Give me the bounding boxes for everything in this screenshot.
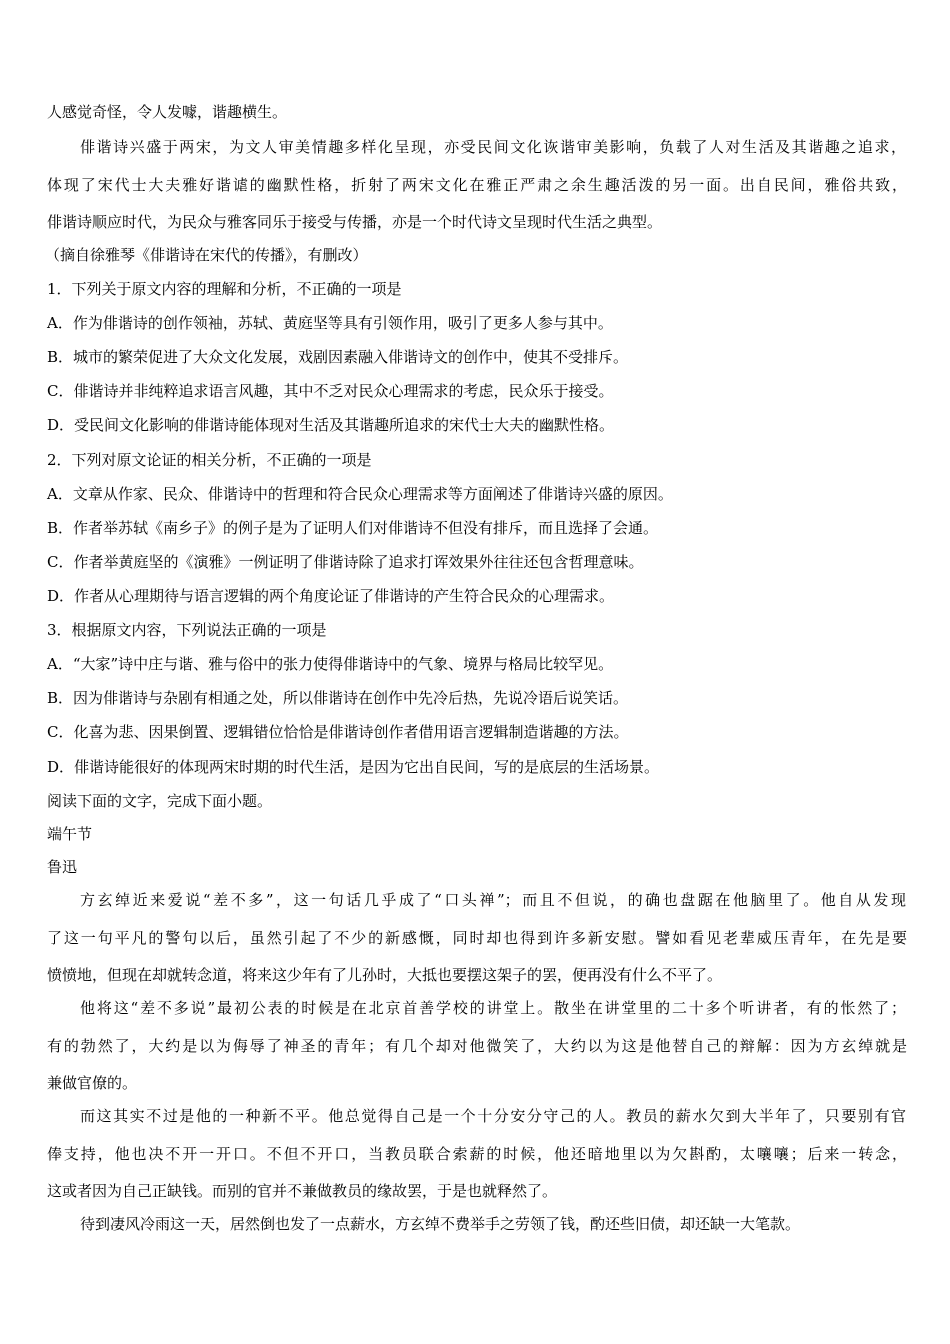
answer-option: D．作者从心理期待与语言逻辑的两个角度论证了俳谐诗的产生符合民众的心理需求。 — [47, 587, 615, 605]
answer-option: B．城市的繁荣促进了大众文化发展，戏剧因素融入俳谐诗文的创作中，使其不受排斥。 — [47, 348, 629, 366]
question-stem: 2．下列对原文论证的相关分析，不正确的一项是 — [47, 451, 372, 469]
answer-option: C．化喜为悲、因果倒置、逻辑错位恰恰是俳谐诗创作者借用语言逻辑制造谐趣的方法。 — [47, 723, 629, 741]
answer-option: D．受民间文化影响的俳谐诗能体现对生活及其谐趣所追求的宋代士大夫的幽默性格。 — [47, 416, 615, 434]
story-text-line: 这或者因为自己正缺钱。而别的官并不兼做教员的缘故罢，于是也就释然了。 — [47, 1182, 558, 1200]
question-stem: 3．根据原文内容，下列说法正确的一项是 — [47, 621, 327, 639]
passage-text-line: 人感觉奇怪，令人发噱，谐趣横生。 — [47, 103, 288, 121]
passage-text-line: 俳谐诗兴盛于两宋，为文人审美情趣多样化呈现，亦受民间文化诙谐审美影响，负载了人对生活及其谐趣之追求， — [80, 138, 906, 156]
story-text-line: 俸支持，他也决不开一开口。不但不开口，当教员联合索薪的时候，他还暗地里以为欠斟酌，太嚷嚷；后来一转念， — [47, 1145, 907, 1163]
story-text-line: 待到凄风冷雨这一天，居然倒也发了一点薪水，方玄绰不费举手之劳领了钱，酌还些旧债，却还缺一大笔款。 — [80, 1215, 801, 1233]
answer-option: C．作者举黄庭坚的《演雅》一例证明了俳谐诗除了追求打诨效果外往往还包含哲理意味。 — [47, 553, 644, 571]
answer-option: C．俳谐诗并非纯粹追求语言风趣，其中不乏对民众心理需求的考虑，民众乐于接受。 — [47, 382, 614, 400]
story-title: 端午节 — [47, 825, 93, 843]
answer-option: A．“大家”诗中庄与谐、雅与俗中的张力使得俳谐诗中的气象、境界与格局比较罕见。 — [47, 655, 614, 673]
story-text-line: 方玄绰近来爱说“差不多”，这一句话几乎成了“口头禅”；而且不但说，的确也盘踞在他脑里了。他自从发现 — [80, 891, 906, 909]
answer-option: B．作者举苏轼《南乡子》的例子是为了证明人们对俳谐诗不但没有排斥，而且选择了会通。 — [47, 519, 659, 537]
story-text-line: 兼做官僚的。 — [47, 1074, 138, 1092]
story-text-line: 了这一句平凡的警句以后，虽然引起了不少的新感慨，同时却也得到许多新安慰。譬如看见老辈威压青年，在先是要 — [47, 929, 907, 947]
answer-option: A．文章从作家、民众、俳谐诗中的哲理和符合民众心理需求等方面阐述了俳谐诗兴盛的原因。 — [47, 485, 673, 503]
answer-option: A．作为俳谐诗的创作领袖，苏轼、黄庭坚等具有引领作用，吸引了更多人参与其中。 — [47, 314, 613, 332]
answer-option: B．因为俳谐诗与杂剧有相通之处，所以俳谐诗在创作中先冷后热，先说冷语后说笑话。 — [47, 689, 629, 707]
story-text-line: 有的勃然了，大约是以为侮辱了神圣的青年；有几个却对他微笑了，大约以为这是他替自己的辩解：因为方玄绰就是 — [47, 1037, 907, 1055]
story-text-line: 愤愤地，但现在却就转念道，将来这少年有了儿孙时，大抵也要摆这架子的罢，便再没有什么不平了。 — [47, 966, 723, 984]
source-citation: （摘自徐雅琴《俳谐诗在宋代的传播》，有删改） — [45, 246, 368, 264]
answer-option: D．俳谐诗能很好的体现两宋时期的时代生活，是因为它出自民间，写的是底层的生活场景。 — [47, 758, 660, 776]
story-author: 鲁迅 — [47, 858, 78, 876]
reading-instruction: 阅读下面的文字，完成下面小题。 — [47, 792, 273, 810]
passage-text-line: 俳谐诗顺应时代，为民众与雅客同乐于接受与传播，亦是一个时代诗文呈现时代生活之典型。 — [47, 213, 663, 231]
story-text-line: 而这其实不过是他的一种新不平。他总觉得自己是一个十分安分守己的人。教员的薪水欠到大半年了，只要别有官 — [80, 1107, 906, 1125]
story-text-line: 他将这“差不多说”最初公表的时候是在北京首善学校的讲堂上。散坐在讲堂里的二十多个听讲者，有的怅然了； — [80, 999, 906, 1017]
passage-text-line: 体现了宋代士大夫雅好谐谑的幽默性格，折射了两宋文化在雅正严肃之余生趣活泼的另一面。出自民间，雅俗共致， — [47, 176, 907, 194]
question-stem: 1．下列关于原文内容的理解和分析，不正确的一项是 — [47, 280, 402, 298]
